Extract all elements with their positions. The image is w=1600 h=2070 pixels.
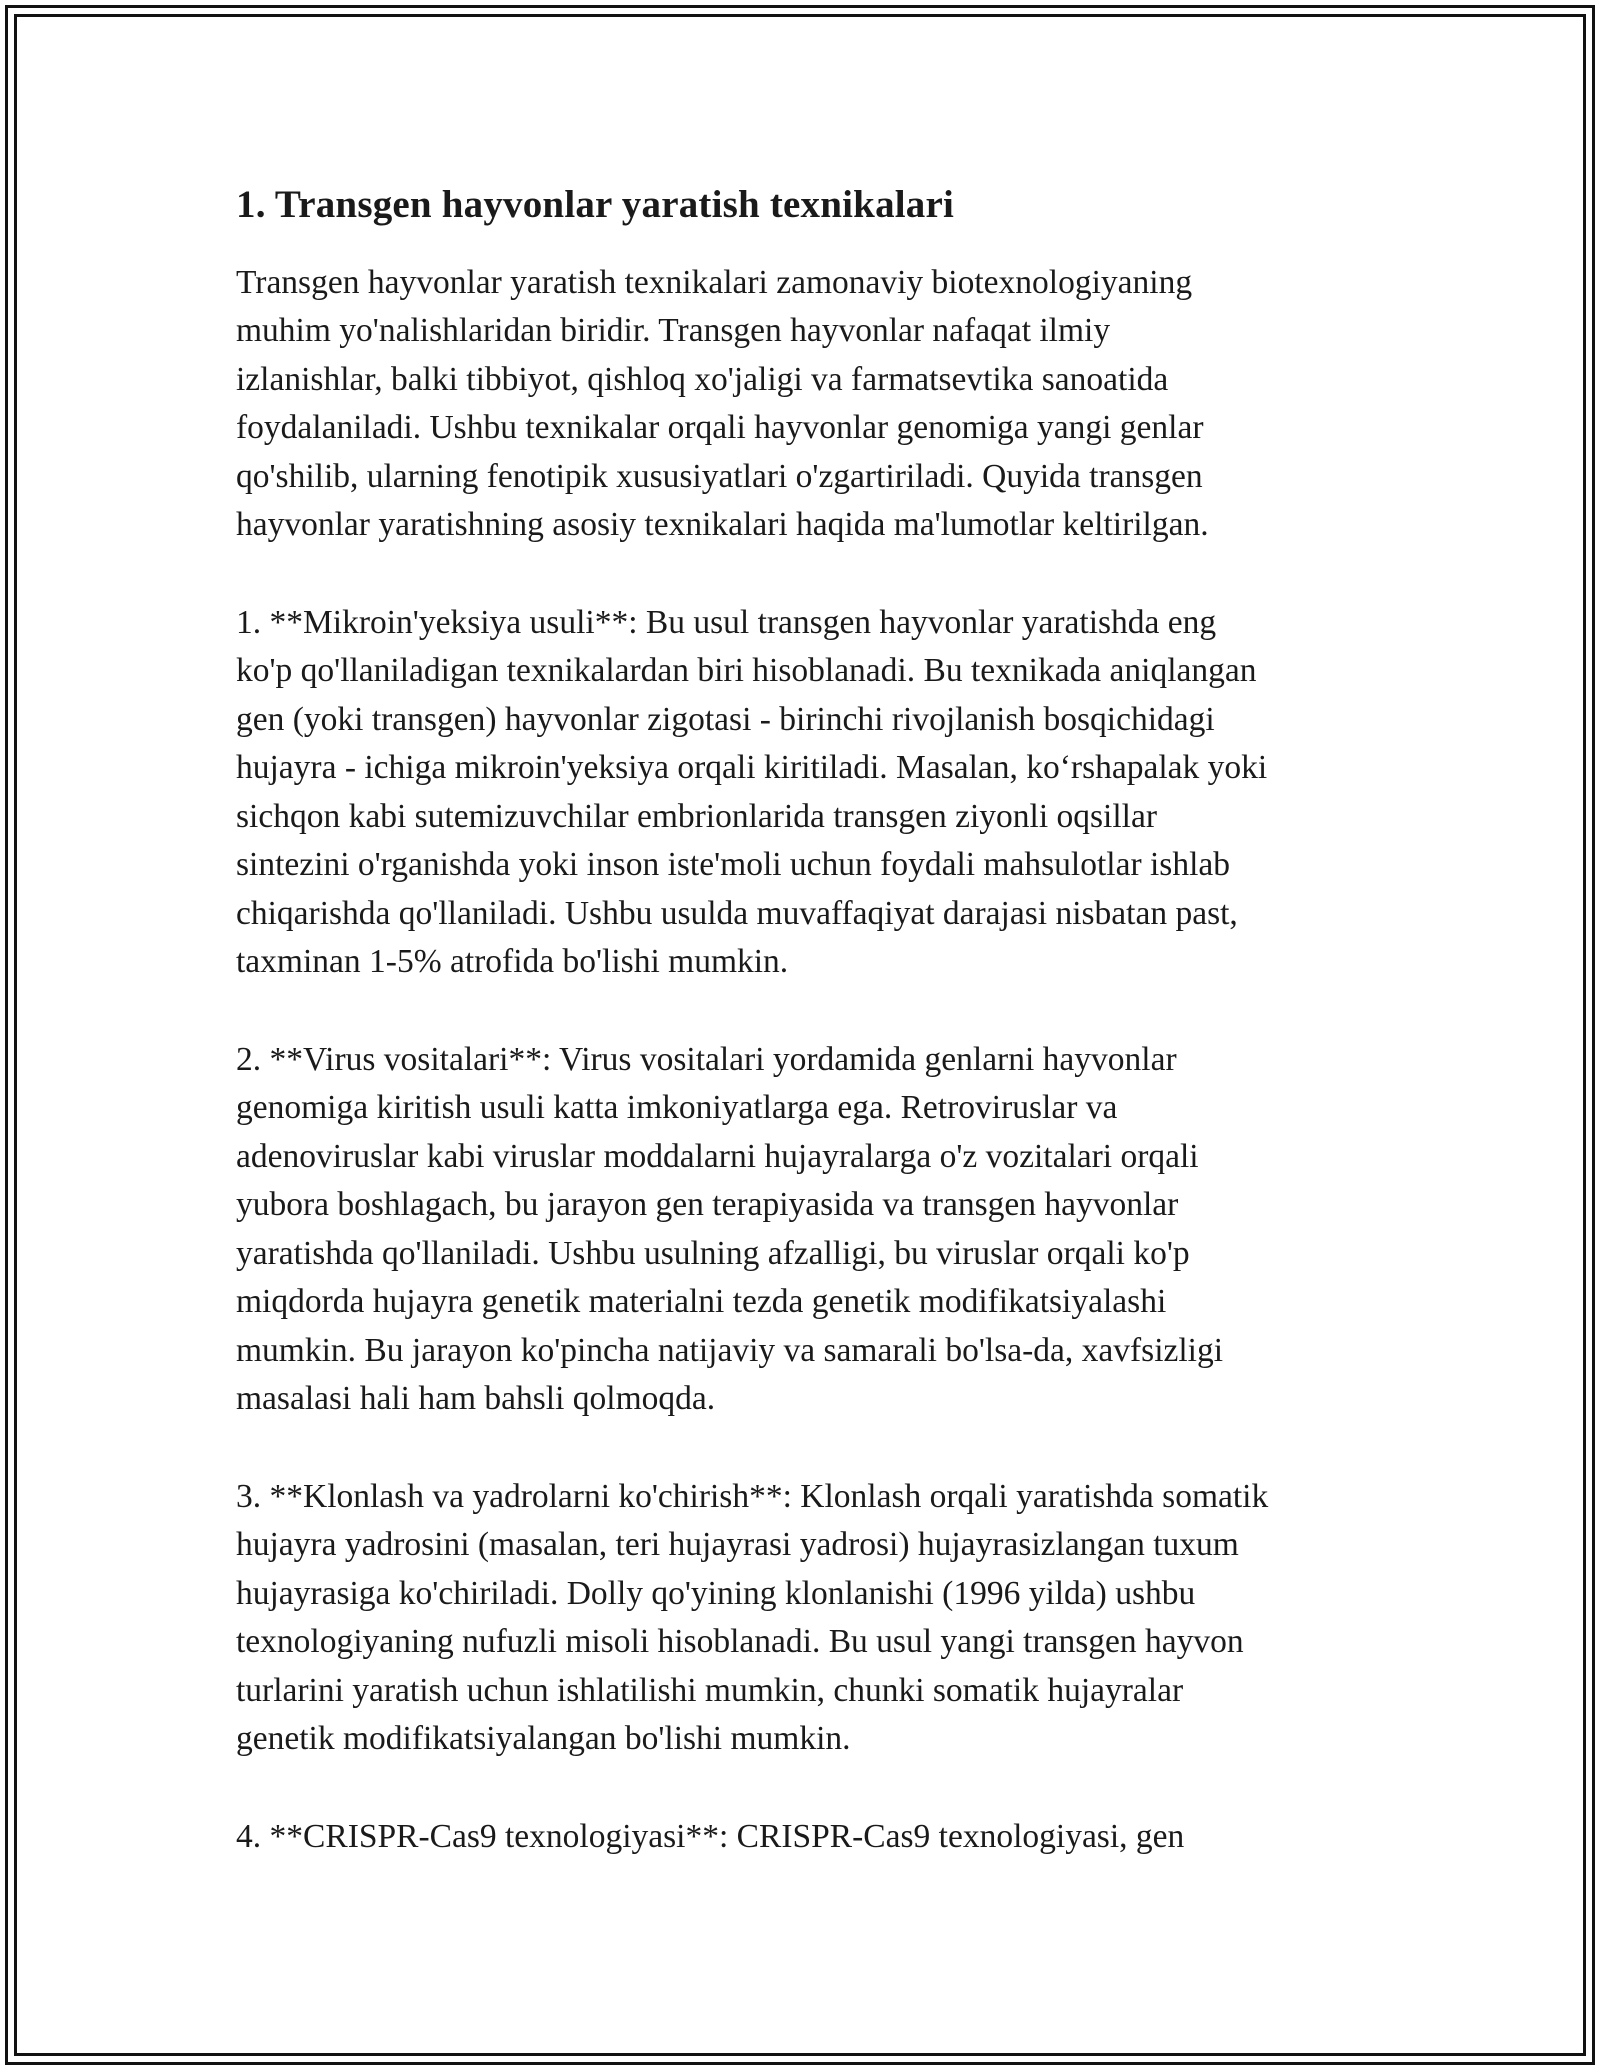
paragraph-microinjection: 1. **Mikroin'yeksiya usuli**: Bu usul transgen hayvonlar yaratishda eng ko'p qo'llaniladigan texnikalardan biri hisoblanadi. Bu texnikada aniqlangan gen (yoki transgen) hayvonlar zigotasi - birinchi rivojlanish bosqichidagi hujayra - ichiga mikroin'yeksiya orqali kiritiladi. Masalan, ko‘rshapalak yoki sichqon kabi sutemizuvchilar embrionlarida transgen ziyonli oqsillar sintezini o'rganishda yoki inson iste'moli uchun foydali mahsulotlar ishlab chiqarishda qo'llaniladi. Ushbu usulda muvaffaqiyat darajasi nisbatan past, taxminan 1-5% atrofida bo'lishi mumkin.: [236, 603, 1268, 981]
document-title: 1. Transgen hayvonlar yaratish texnikalari: [236, 183, 955, 226]
paragraph-crispr: 4. **CRISPR-Cas9 texnologiyasi**: CRISPR-Cas9 texnologiyasi, gen: [236, 1817, 1185, 1855]
document-body: [236, 180, 1376, 1910]
intro-paragraph: Transgen hayvonlar yaratish texnikalari zamonaviy biotexnologiyaning muhim yo'nalishlaridan biridir. Transgen hayvonlar nafaqat ilmiy izlanishlar, balki tibbiyot, qishloq xo'jaligi va farmatsevtika sanoatida foydalaniladi. Ushbu texnikalar orqali hayvonlar genomiga yangi genlar qo'shilib, ularning fenotipik xususiyatlari o'zgartiriladi. Quyida transgen hayvonlar yaratishning asosiy texnikalari haqida ma'lumotlar keltirilgan.: [236, 263, 1209, 544]
paragraph-virus-vectors: 2. **Virus vositalari**: Virus vositalari yordamida genlarni hayvonlar genomiga kiritish usuli katta imkoniyatlarga ega. Retroviruslar va adenoviruslar kabi viruslar moddalarni hujayralarga o'z vozitalari orqali yubora boshlagach, bu jarayon gen terapiyasida va transgen hayvonlar yaratishda qo'llaniladi. Ushbu usulning afzalligi, bu viruslar orqali ko'p miqdorda hujayra genetik materialni tezda genetik modifikatsiyalashi mumkin. Bu jarayon ko'pincha natijaviy va samarali bo'lsa-da, xavfsizligi masalasi hali ham bahsli qolmoqda.: [236, 1040, 1224, 1418]
paragraph-cloning: 3. **Klonlash va yadrolarni ko'chirish**: Klonlash orqali yaratishda somatik hujayra yadrosini (masalan, teri hujayrasi yadrosi) hujayrasizlangan tuxum hujayrasiga ko'chiriladi. Dolly qo'yining klonlanishi (1996 yilda) ushbu texnologiyaning nufuzli misoli hisoblanadi. Bu usul yangi transgen hayvon turlarini yaratish uchun ishlatilishi mumkin, chunki somatik hujayralar genetik modifikatsiyalangan bo'lishi mumkin.: [236, 1477, 1269, 1758]
